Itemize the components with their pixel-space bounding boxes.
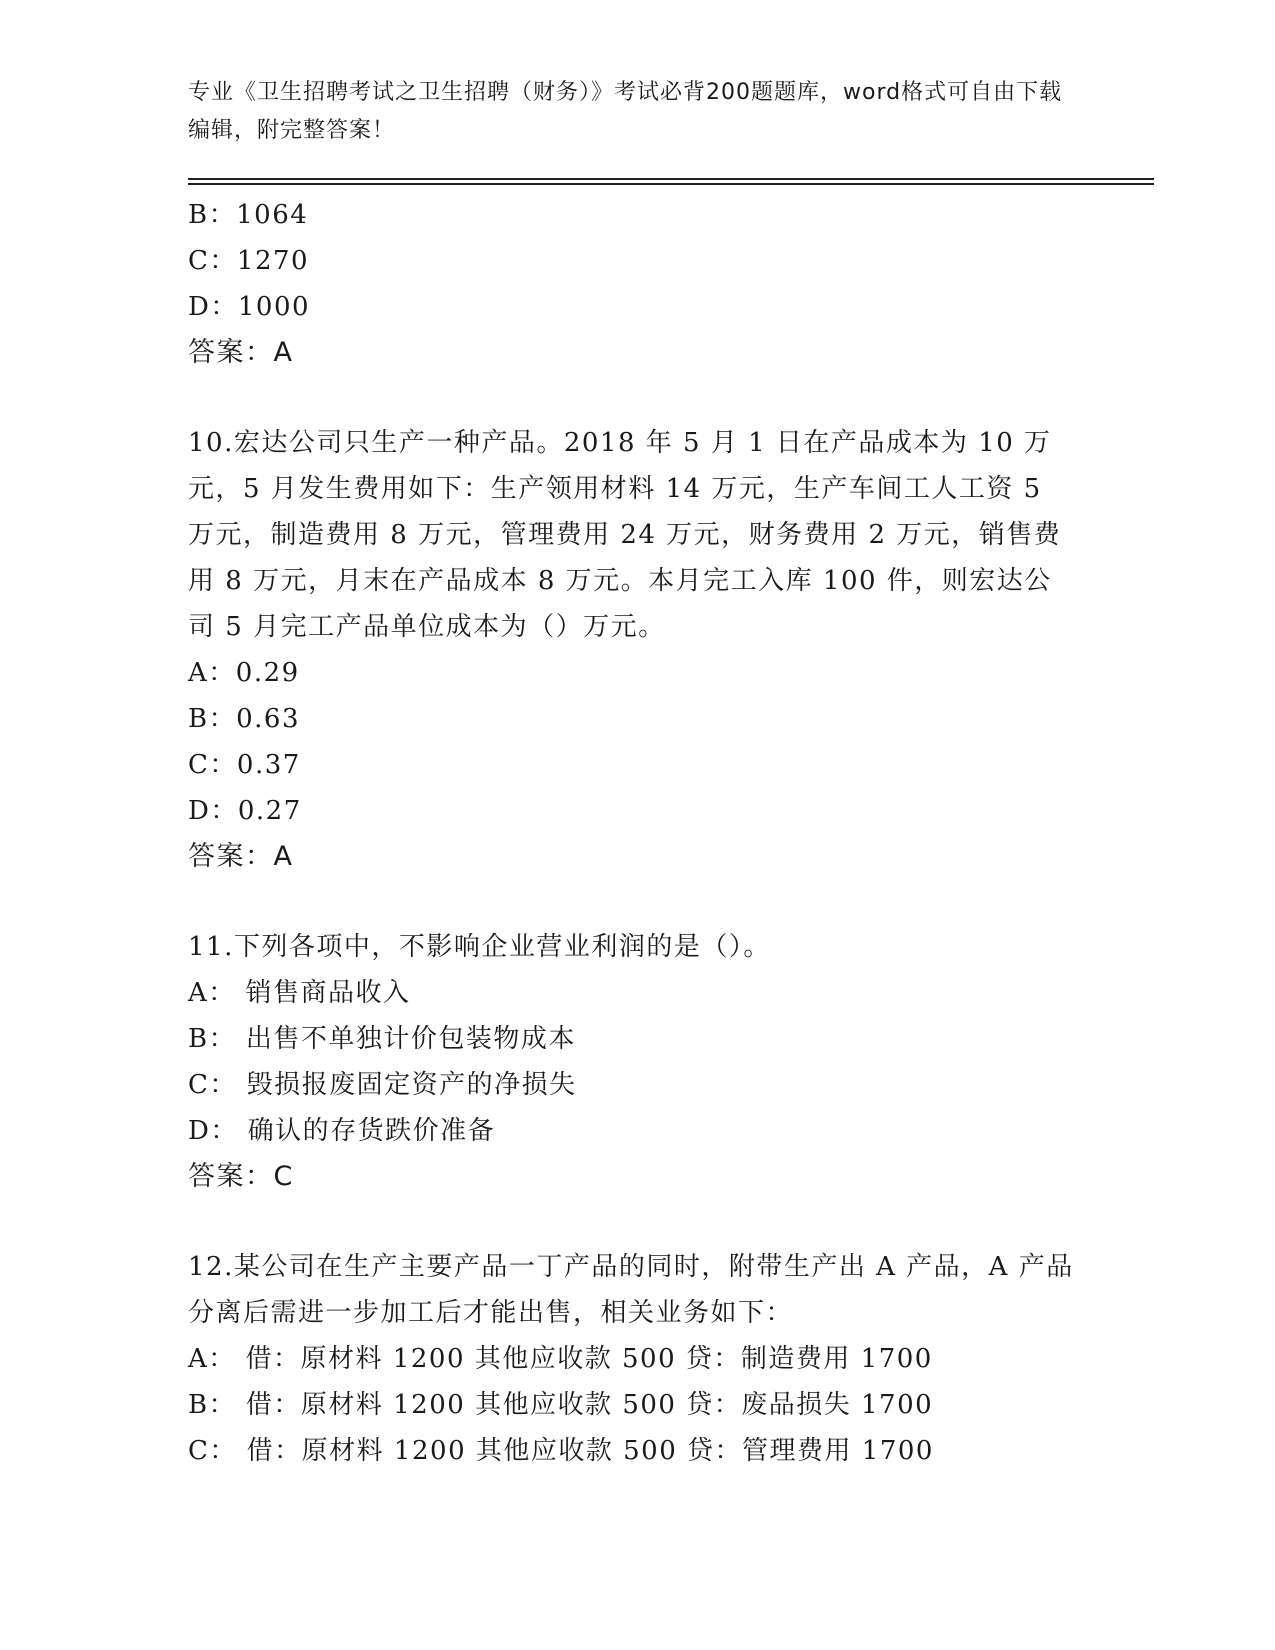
document-header	[188, 74, 1078, 150]
option-b: B： 出售不单独计价包装物成本	[188, 1024, 576, 1054]
option-a: A： 借：原材料 1200 其他应收款 500 贷：制造费用 1700	[188, 1344, 933, 1374]
header-rule-top	[188, 178, 1154, 180]
option-b: B：1064	[188, 200, 309, 230]
answer-line: 答案：A	[188, 841, 294, 872]
option-d: D： 确认的存货跌价准备	[188, 1116, 496, 1146]
answer-line: 答案：C	[188, 1161, 294, 1192]
question-stem: 11.下列各项中，不影响企业营业利润的是（）。	[188, 932, 771, 962]
option-d: D：1000	[188, 292, 311, 322]
header-text: 专业《卫生招聘考试之卫生招聘（财务）》考试必背200题题库，word格式可自由下载编辑，附完整答案！	[188, 80, 1063, 143]
option-c: C：0.37	[188, 750, 301, 780]
option-c: C：1270	[188, 246, 310, 276]
question-12	[188, 1244, 1088, 1474]
question-content	[188, 192, 1088, 1474]
option-c: C： 毁损报废固定资产的净损失	[188, 1070, 577, 1100]
option-c: C： 借：原材料 1200 其他应收款 500 贷：管理费用 1700	[188, 1436, 934, 1466]
option-b: B：0.63	[188, 704, 301, 734]
option-b: B： 借：原材料 1200 其他应收款 500 贷：废品损失 1700	[188, 1390, 934, 1420]
answer-line: 答案：A	[188, 337, 294, 368]
option-a: A：0.29	[188, 658, 300, 688]
question-stem: 12.某公司在生产主要产品一丁产品的同时，附带生产出 A 产品，A 产品分离后需进一步加工后才能出售，相关业务如下：	[188, 1252, 1074, 1328]
header-rule-bottom	[188, 183, 1154, 185]
question-9-tail	[188, 192, 1088, 376]
option-a: A： 销售商品收入	[188, 978, 411, 1008]
question-10	[188, 420, 1088, 880]
question-stem: 10.宏达公司只生产一种产品。2018 年 5 月 1 日在产品成本为 10 万元，5 月发生费用如下：生产领用材料 14 万元，生产车间工人工资 5 万元，制造费用 8 万元，管理费用 24 万元，财务费用 2 万元，销售费用 8 万元，月末在产品成本 8 万元。本月完工入库 100 件，则宏达公司 5 月完工产品单位成本为（）万元。	[188, 428, 1062, 642]
option-d: D：0.27	[188, 796, 302, 826]
question-11	[188, 924, 1088, 1200]
